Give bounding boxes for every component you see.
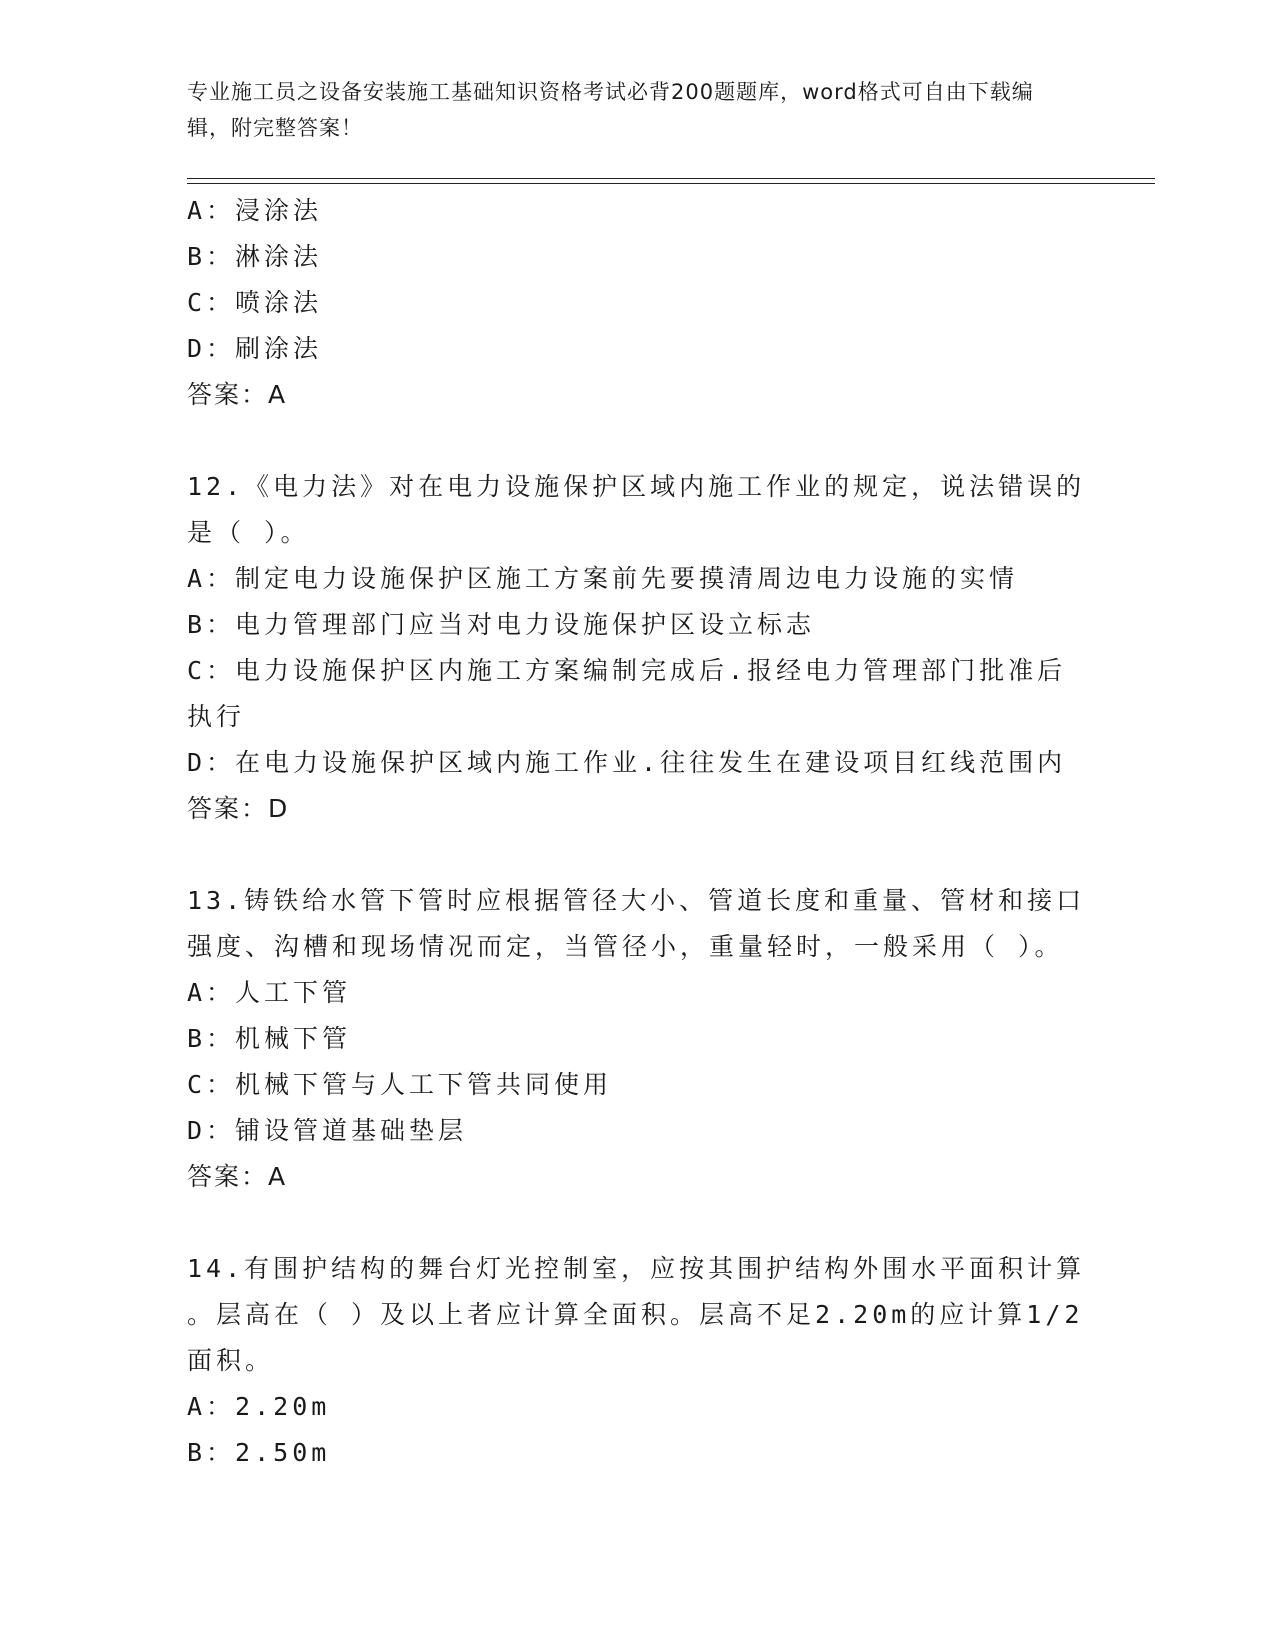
header-divider xyxy=(187,178,1155,179)
header-divider-secondary xyxy=(187,183,1155,184)
option-d: D：刷涂法 xyxy=(187,334,323,363)
option-c: C：喷涂法 xyxy=(187,288,323,317)
spacer xyxy=(187,418,1087,464)
answer: 答案：A xyxy=(187,1162,288,1191)
option-a: A：制定电力设施保护区施工方案前先要摸清周边电力设施的实情 xyxy=(187,564,1019,593)
question-stem-continued: 面积。 xyxy=(187,1346,275,1375)
option-b: B：机械下管 xyxy=(187,1024,352,1053)
answer: 答案：A xyxy=(187,380,288,409)
option-b: B：电力管理部门应当对电力设施保护区设立标志 xyxy=(187,610,816,639)
option-c-continued: 执行 xyxy=(187,702,246,731)
option-a: A：2.20m xyxy=(187,1392,331,1421)
option-a: A：浸涂法 xyxy=(187,196,323,225)
option-c: C：电力设施保护区内施工方案编制完成后.报经电力管理部门批准后 xyxy=(187,656,1067,685)
option-a: A：人工下管 xyxy=(187,978,352,1007)
option-c: C：机械下管与人工下管共同使用 xyxy=(187,1070,613,1099)
question-stem: 14.有围护结构的舞台灯光控制室，应按其围护结构外围水平面积计算 xyxy=(187,1254,1086,1283)
question-list xyxy=(187,188,1087,1476)
question-stem-continued: 强度、沟槽和现场情况而定，当管径小，重量轻时，一般采用（ ）。 xyxy=(187,932,1064,961)
question-12 xyxy=(187,464,1087,832)
question-stem-continued: 。层高在（ ）及以上者应计算全面积。层高不足2.20m的应计算1/2 xyxy=(187,1300,1084,1329)
option-d: D：铺设管道基础垫层 xyxy=(187,1116,468,1145)
spacer xyxy=(187,832,1087,878)
page-header: 专业施工员之设备安装施工基础知识资格考试必背200题题库，word格式可自由下载编辑，附完整答案！ xyxy=(187,80,1034,140)
spacer xyxy=(187,1200,1087,1246)
answer: 答案：D xyxy=(187,794,290,823)
question-13 xyxy=(187,878,1087,1200)
option-b: B：2.50m xyxy=(187,1438,331,1467)
question-11 xyxy=(187,188,1087,418)
question-14 xyxy=(187,1246,1087,1476)
option-d: D：在电力设施保护区域内施工作业.往往发生在建设项目红线范围内 xyxy=(187,748,1067,777)
question-stem-continued: 是（ ）。 xyxy=(187,518,310,547)
question-stem: 13.铸铁给水管下管时应根据管径大小、管道长度和重量、管材和接口 xyxy=(187,886,1086,915)
option-b: B：淋涂法 xyxy=(187,242,323,271)
question-stem: 12.《电力法》对在电力设施保护区域内施工作业的规定，说法错误的 xyxy=(187,472,1086,501)
